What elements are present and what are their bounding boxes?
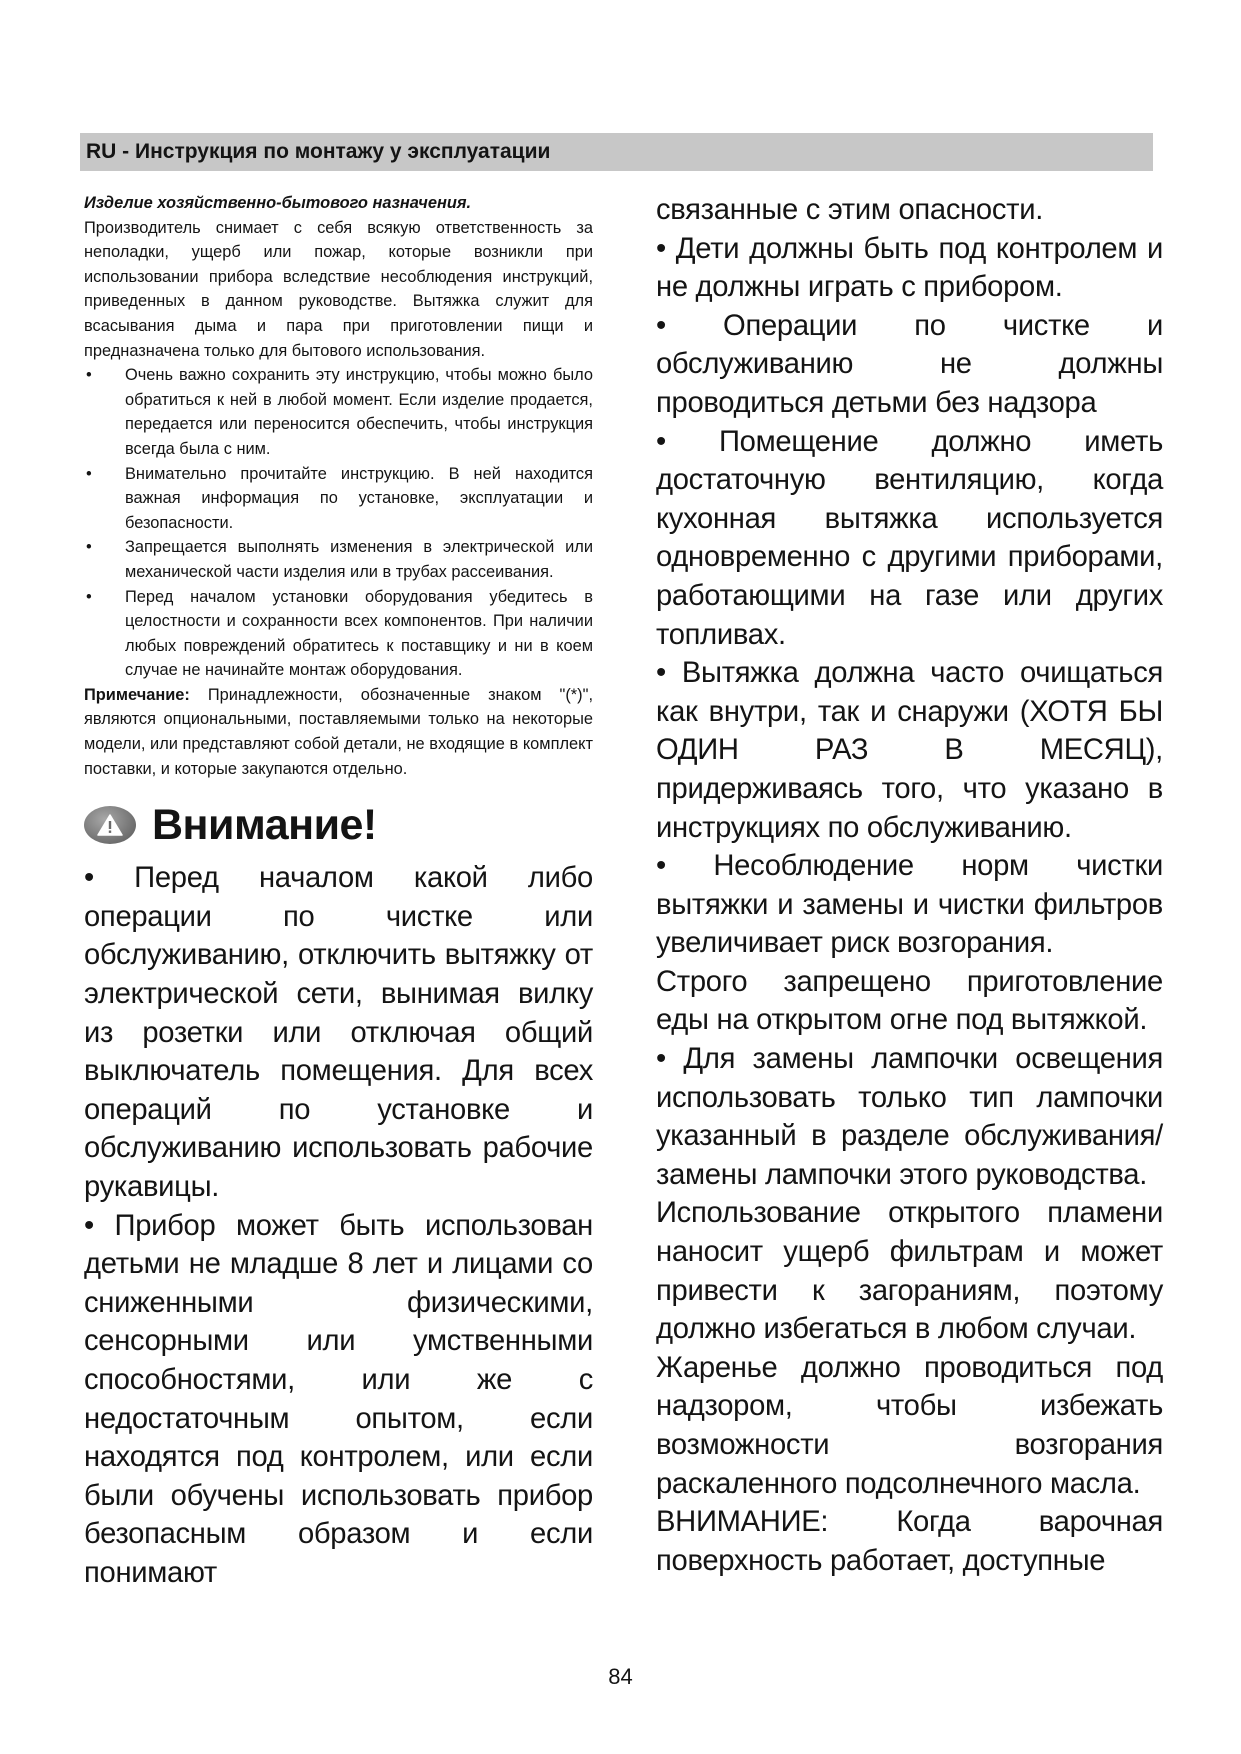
warning-heading [84,797,593,853]
paragraph: Жаренье должно проводиться под надзором, чтобы избежать возможности возгорания раскаленного подсолнечного масла. [656,1351,1163,1500]
paragraph: • Операции по чистке и обслуживанию не должны проводиться детьми без надзора [656,309,1163,419]
list-item: • Запрещается выполнять изменения в электрической или механической части изделия или в трубах рассеивания. [84,535,593,584]
intro-text: Производитель снимает с себя всякую ответственность за неполадки, ущерб или пожар, которые возникли при использовании прибора вследствие несоблюдения инструкций, приведенных в данном руководстве. Вытяжка служит для всасывания дыма и пара при приготовлении пищи и предназначена только для бытового использования. [84,218,593,360]
intro-title: Изделие хозяйственно-бытового назначения. [84,194,472,212]
paragraph: Использование открытого пламени наносит ущерб фильтрам и может привести к загораниям, поэтому должно избегаться в любом случаи. [656,1197,1163,1346]
intro-paragraph [84,191,593,363]
warning-title: Внимание! [152,801,377,850]
paragraph: ВНИМАНИЕ: Когда варочная поверхность работает, доступные [656,1506,1163,1577]
note-label: Примечание: [84,685,190,704]
paragraph: связанные с этим опасности. [656,194,1044,226]
section-header: RU - Инструкция по монтажу у эксплуатации [80,133,1153,171]
warning-paragraph: • Прибор может быть использован детьми не младше 8 лет и лицами со сниженными физическими, сенсорными или умственными способностями, или же с недостаточным опытом, если находятся под контролем, или если были обучены использовать прибор безопасным образом и если понимают [84,1209,593,1589]
list-item: • Внимательно прочитайте инструкцию. В ней находится важная информация по установке, эксплуатации и безопасности. [84,462,593,536]
list-item: • Перед началом установки оборудования убедитесь в целостности и сохранности всех компонентов. При наличии любых повреждений обратитесь к поставщику и ни в коем случае не начинайте монтаж оборудования. [84,585,593,683]
paragraph: • Для замены лампочки освещения использовать только тип лампочки указанный в разделе обслуживания/замены лампочки этого руководства. [656,1043,1163,1191]
note-text: Принадлежности, обозначенные знаком "(*)", являются опциональными, поставляемыми только на некоторые модели, или представляют собой детали, не входящие в комплект поставки, и которые закупаются отдельно. [84,685,593,778]
list-item: • Очень важно сохранить эту инструкцию, чтобы можно было обратиться к ней в любой момент. Если изделие продается, передается или переносится обеспечить, чтобы инструкция всегда была с ним. [84,363,593,461]
paragraph: • Помещение должно иметь достаточную вентиляцию, когда кухонная вытяжка используется одновременно с другими приборами, работающими на газе или других топливах. [656,425,1163,651]
page-number: 84 [608,1664,633,1689]
left-column [84,191,593,1593]
note-paragraph [84,683,593,781]
paragraph: • Дети должны быть под контролем и не должны играть с прибором. [656,232,1163,304]
warning-paragraph: • Перед началом какой либо операции по чистке или обслуживанию, отключить вытяжку от электрической сети, вынимая вилку из розетки или отключая общий выключатель помещения. Для всех операций по установке и обслуживанию использовать рабочие рукавицы. [84,862,593,1203]
right-column [656,191,1163,1580]
safety-bullet-list [84,363,593,683]
paragraph: • Вытяжка должна часто очищаться как внутри, так и снаружи (ХОТЯ БЫ ОДИН РАЗ В МЕСЯЦ), придерживаясь того, что указано в инструкциях по обслуживанию. [656,657,1163,844]
warning-triangle-icon [84,806,136,844]
paragraph: Строго запрещено приготовление еды на открытом огне под вытяжкой. [656,965,1163,1037]
paragraph: • Несоблюдение норм чистки вытяжки и замены и чистки фильтров увеличивает риск возгорания. [656,850,1163,960]
